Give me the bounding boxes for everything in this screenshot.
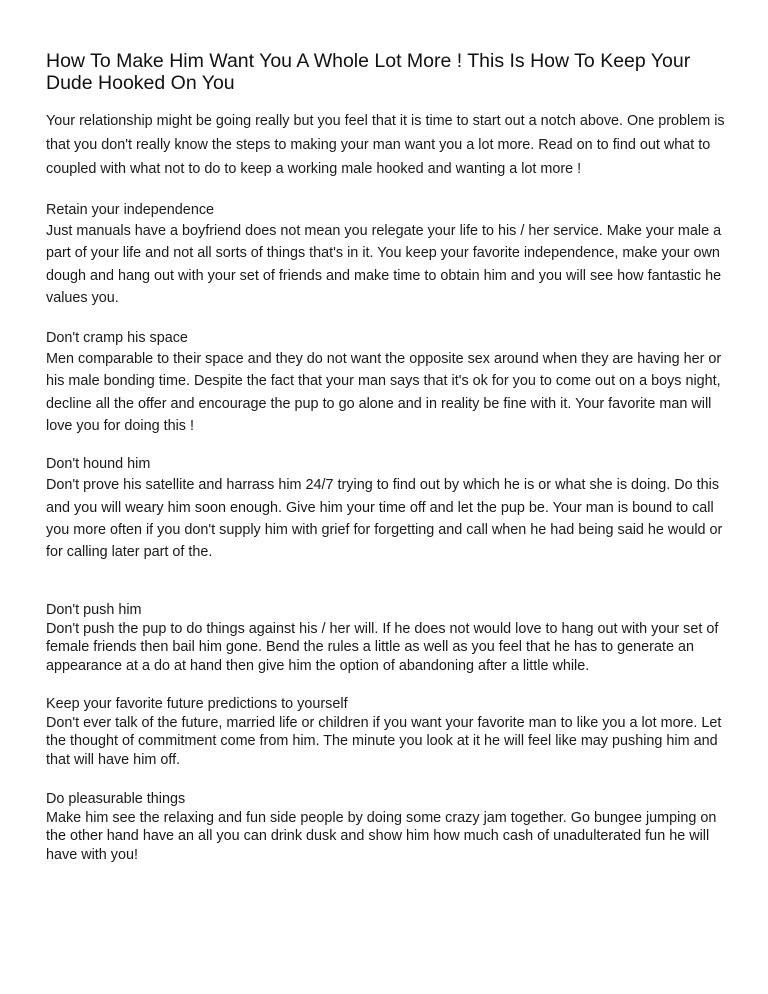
section-dont-push-him [46,600,736,676]
section-future-predictions [46,694,736,770]
section-heading: Don't push him [46,601,142,618]
page-title: How To Make Him Want You A Whole Lot More ! This Is How To Keep Your Dude Hooked On You [46,50,691,94]
section-body: Don't ever talk of the future, married life or children if you want your favorite man to like you a lot more. Let the thought of commitment come from him. The minute you look at it he will feel like may pushing him and that will have him off. [46,714,722,769]
section-body: Don't push the pup to do things against his / her will. If he does not would love to hang out with your set of female friends then bail him gone. Bend the rules a little as well as you feel that he has to generate an appearance at a do at hand then give him the option of abandoning after a little while. [46,620,719,674]
section-pleasurable-things [46,789,736,865]
section-heading: Retain your independence [46,202,215,218]
section-heading: Don't cramp his space [46,330,188,347]
section-body: Just manuals have a boyfriend does not mean you relegate your life to his / her service. Make your male a part of your life and not all sorts of things that's in it. You keep your favorite independence, make your own dough and hang out with your set of friends and make time to obtain him and you will see how fantastic he values you. [46,223,722,306]
section-body: Don't prove his satellite and harrass him 24/7 trying to find out by which he is or what she is doing. Do this and you will weary him soon enough. Give him your time off and let the pup be. Your man is bound to call you more often if you don't supply him with grief for forgetting and call when he had being said he would or for calling later part of the. [46,477,723,561]
section-heading: Don't hound him [46,456,151,473]
intro-paragraph: Your relationship might be going really but you feel that it is time to start out a notch above. One problem is that you don't really know the steps to making your man want you a lot more. Read on to find out what to coupled with what not to do to keep a working male hooked and wanting a lot more ! [46,113,725,177]
section-heading: Keep your favorite future predictions to yourself [46,695,348,712]
section-retain-independence [46,200,736,309]
section-heading: Do pleasurable things [46,790,186,807]
section-dont-hound-him [46,454,736,563]
section-body: Men comparable to their space and they do not want the opposite sex around when they are having her or his male bonding time. Despite the fact that your man says that it's ok for you to come out on a boys night, decline all the offer and encourage the pup to go alone and in reality be fine with it. Your favorite man will love you for doing this ! [46,351,722,435]
section-body: Make him see the relaxing and fun side people by doing some crazy jam together. Go bungee jumping on the other hand have an all you can drink dusk and show him how much cash of unadulterated fun he will have with you! [46,809,717,864]
document-page [46,50,736,865]
section-dont-cramp-space [46,328,736,437]
